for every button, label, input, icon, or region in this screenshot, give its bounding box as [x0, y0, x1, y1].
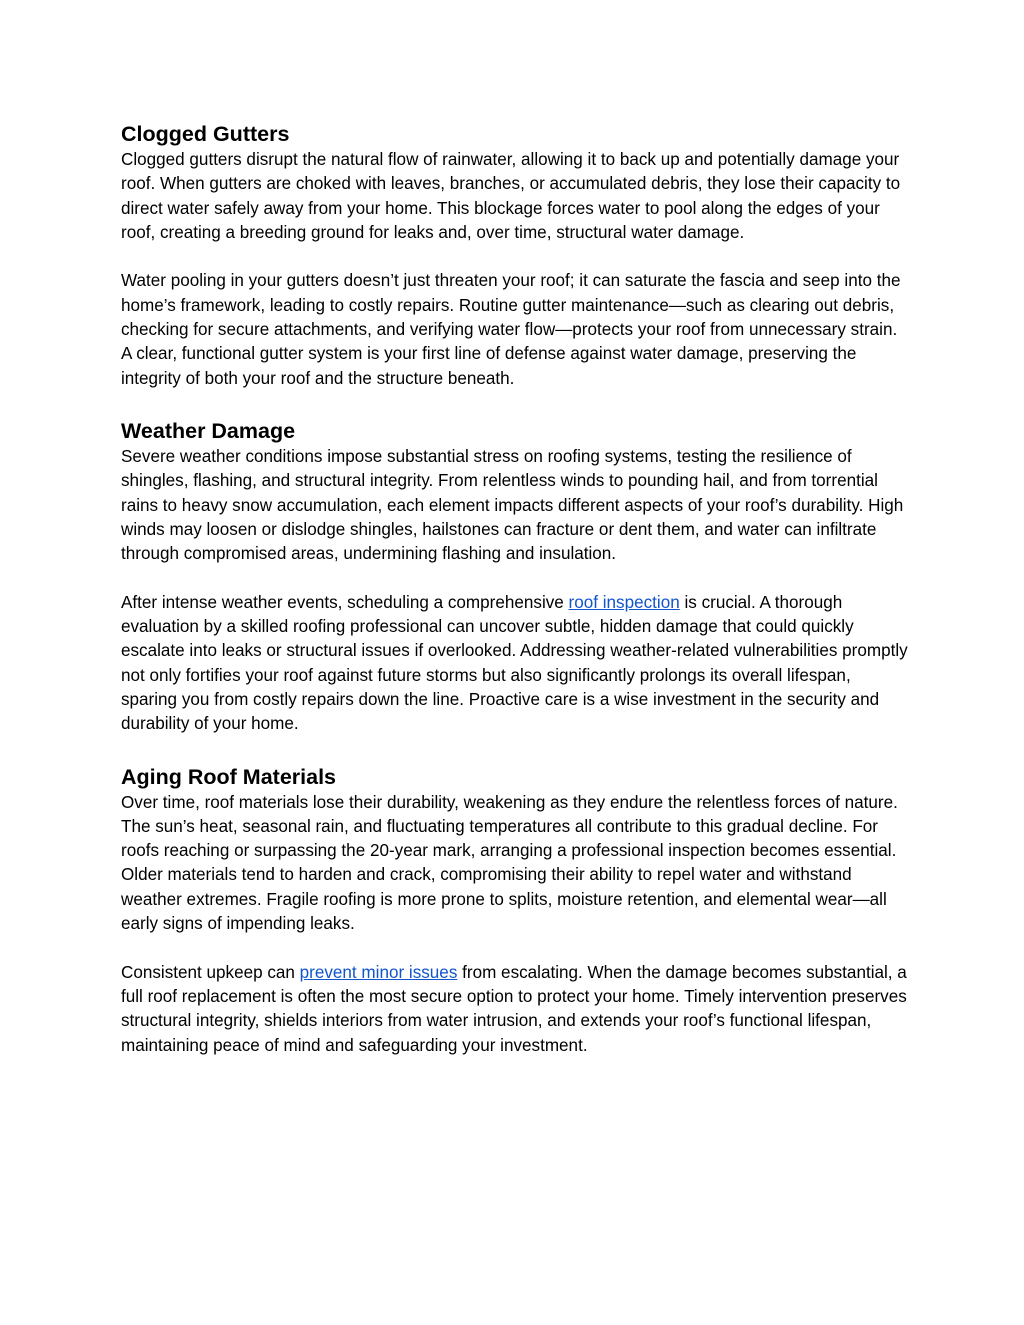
paragraph-weather-damage-1: Severe weather conditions impose substantial stress on roofing systems, testing the resilience of shingles, flashing, and structural integrity. From relentless winds to pounding hail, and from torrential rains to heavy snow accumulation, each element impacts different aspects of your roof’s durability. High winds may loosen or dislodge shingles, hailstones can fracture or dent them, and water can infiltrate through compromised areas, undermining flashing and insulation. [121, 446, 904, 564]
paragraph-text: from escalating. When the damage becomes substantial, a full roof replacement is often the most secure option to protect your home. Timely intervention preserves structural integrity, shields interiors from water intrusion, and extends your roof’s functional lifespan, maintaining peace of mind and safeguarding your investment. [121, 962, 907, 1055]
section-spacer [121, 737, 911, 763]
prevent-minor-issues-link[interactable]: prevent minor issues [299, 962, 458, 982]
section-title-weather-damage: Weather Damage [121, 418, 296, 443]
paragraph-spacer [121, 936, 911, 960]
paragraph-spacer [121, 245, 911, 269]
paragraph-text: After intense weather events, scheduling a comprehensive [121, 592, 569, 612]
paragraph-clogged-gutters-1: Clogged gutters disrupt the natural flow of rainwater, allowing it to back up and potentially damage your roof. When gutters are choked with leaves, branches, or accumulated debris, they lose their capacity to direct water safely away from your home. This blockage forces water to pool along the edges of your roof, creating a breeding ground for leaks and, over time, structural water damage. [121, 150, 901, 242]
paragraph-weather-damage-2 [121, 591, 911, 737]
document-page [121, 120, 911, 1058]
paragraph-text: Consistent upkeep can [121, 962, 300, 982]
section-spacer [121, 391, 911, 417]
paragraph-spacer [121, 566, 911, 590]
section-title-clogged-gutters: Clogged Gutters [121, 122, 290, 146]
paragraph-aging-roof-1: Over time, roof materials lose their durability, weakening as they endure the relentless forces of nature. The sun’s heat, seasonal rain, and fluctuating temperatures all contribute to this gradual decline. For roofs reaching or surpassing the 20-year mark, arranging a professional inspection becomes essential. Older materials tend to harden and crack, compromising their ability to repel water and withstand weather extremes. Fragile roofing is more prone to splits, moisture retention, and elemental wear—all early signs of impending leaks. [121, 792, 898, 934]
section-title-aging-roof-materials: Aging Roof Materials [121, 764, 337, 789]
paragraph-aging-roof-2 [121, 961, 911, 1058]
roof-inspection-link[interactable]: roof inspection [568, 592, 680, 612]
paragraph-text: is crucial. A thorough evaluation by a skilled roofing professional can uncover subtle, hidden damage that could quickly escalate into leaks or structural issues if overlooked. Addressing weather-related vulnerabilities promptly not only fortifies your roof against future storms but also significantly prolongs its overall lifespan, sparing you from costly repairs down the line. Proactive care is a wise investment in the security and durability of your home. [121, 592, 908, 734]
paragraph-clogged-gutters-2: Water pooling in your gutters doesn’t just threaten your roof; it can saturate the fascia and seep into the home’s framework, leading to costly repairs. Routine gutter maintenance—such as clearing out debris, checking for secure attachments, and verifying water flow—protects your roof from unnecessary strain. A clear, functional gutter system is your first line of defense against water damage, preserving the integrity of both your roof and the structure beneath. [121, 271, 901, 388]
